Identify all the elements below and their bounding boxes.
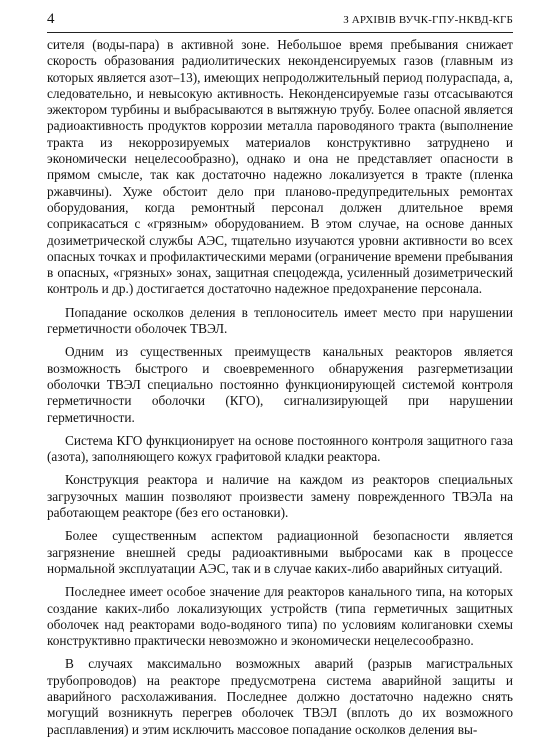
- page-header: [47, 10, 513, 33]
- running-head: З АРХІВІВ ВУЧК-ГПУ-НКВД-КГБ: [343, 14, 513, 26]
- paragraph: Одним из существенных преимуществ канальных реакторов является возможность быстрого и своевременного обнаружения разгерметизации оболочки ТВЭЛ специально постоянно функционирующей системой контроля герметичности оболочки (КГО), сигнализирующей при нарушении герметичности.: [47, 344, 513, 425]
- page-number: 4: [47, 11, 55, 27]
- paragraph: Последнее имеет особое значение для реакторов канального типа, на которых создание каких-либо локализующих устройств (типа герметичных защитных оболочек над реакторами водо-водяного типа) по условиям колигановки схемы конструктивно практически невозможно и экономически нецелесообразно.: [47, 584, 513, 649]
- paragraph: Попадание осколков деления в теплоноситель имеет место при нарушении герметичности оболочек ТВЭЛ.: [47, 304, 513, 337]
- paragraph: В случаях максимально возможных аварий (разрыв магистральных трубопроводов) на реакторе предусмотрена система аварийной защиты и аварийного расхолаживания. Последнее должно достаточно надежно снять могущий возникнуть перегрев оболочек ТВЭЛ (вплоть до их возможного расплавления) и этим исключить массовое попадание осколков деления вы-: [47, 656, 513, 737]
- paragraph: Более существенным аспектом радиационной безопасности является загрязнение внешней среды радиоактивными выбросами как в процессе нормальной эксплуатации АЭС, так и в случае каких-либо аварийных ситуаций.: [47, 528, 513, 576]
- paragraph: Конструкция реактора и наличие на каждом из реакторов специальных загрузочных машин позволяют произвести замену поврежденного ТВЭЛа на работающем реакторе (без его остановки).: [47, 472, 513, 521]
- paragraph: Система КГО функционирует на основе постоянного контроля защитного газа (азота), заполняющего кожух графитовой кладки реактора.: [47, 432, 513, 465]
- body-text: [47, 37, 513, 738]
- paragraph: сителя (воды-пара) в активной зоне. Небольшое время пребывания снижает скорость образования радиолитических неконденсируемых газов (главным из которых является азот–13), имеющих непродолжительный период полураспада, а, следовательно, и невысокую активность. Неконденсируемые газы отсасываются эжектором турбины и выбрасываются в вытяжную трубу. Более опасной является радиоактивность продуктов коррозии металла пароводяного тракта (выполнение тракта из некоррозируемых материалов конструктивно затруднено и экономически нецелесообразно), однако и она не представляет опасности в прямом смысле, так как достаточно надежно локализуется в тракте (пленка ржавчины). Хуже обстоит дело при планово-предупредительных ремонтах оборудования, когда ремонтный персонал должен длительное время соприкасаться с «грязным» оборудованием. В этом случае, на основе данных дозиметрической службы АЭС, тщательно изучаются уровни активности во всех опасных точках и профилактическими мерами (ограничение времени пребывания в опасных, «грязных» зонах, защитная спецодежда, усиленный дозиметрический контроль и др.) достигается достаточно надежное предохранение персонала.: [47, 37, 513, 297]
